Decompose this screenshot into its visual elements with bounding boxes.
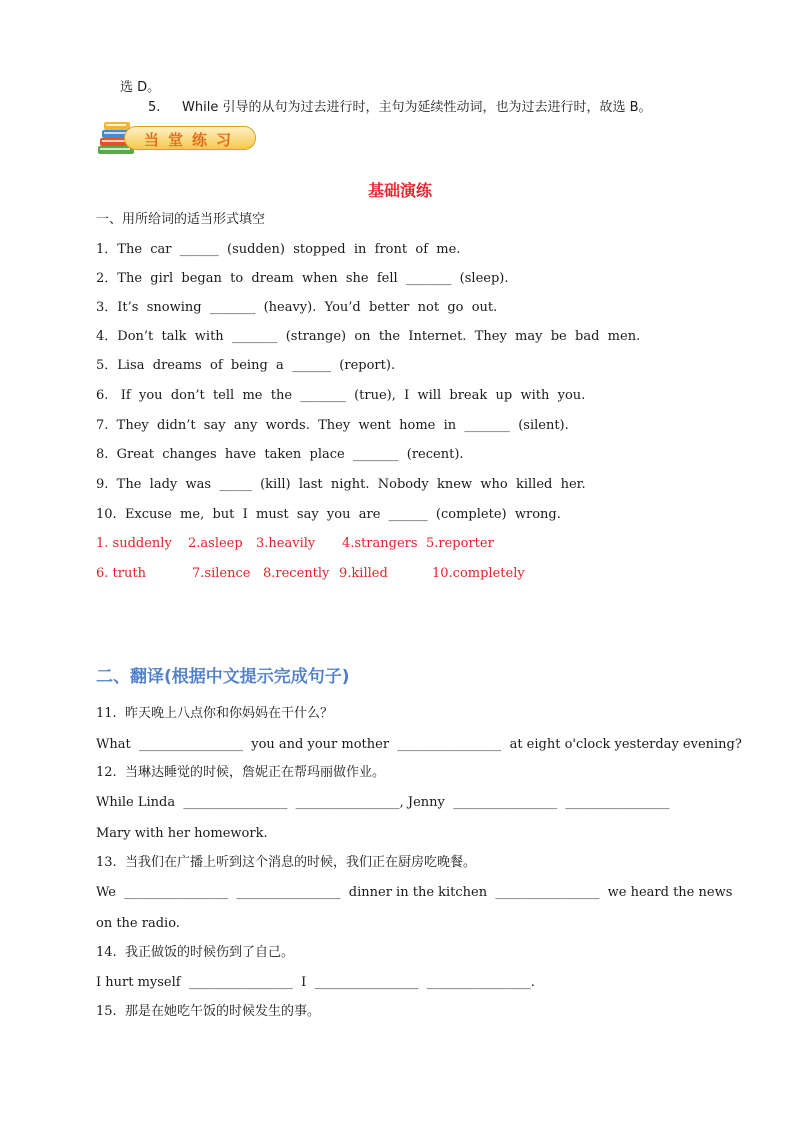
exercise-item: 5．Lisa dreams of being a ______ (report). (96, 358, 396, 373)
answers-row-2 (96, 566, 716, 582)
answer: 5.reporter (426, 536, 494, 551)
banner-label: 当堂练习 (144, 131, 241, 149)
translation-line: We ________________ ________________ dinner in the kitchen ________________ we heard the news (96, 885, 733, 900)
exercise-item: 7. They didn’t say any words. They went home in _______ (silent). (96, 418, 569, 433)
answer: 6. truth (96, 566, 146, 581)
answer: 9.killed (339, 566, 388, 581)
translation-prompt: 15. 那是在她吃午饭的时候发生的事。 (96, 1004, 320, 1019)
top-line-1: 选 D。 (120, 80, 161, 95)
answer: 1. suddenly (96, 536, 172, 551)
answer: 8.recently (263, 566, 330, 581)
answer: 3.heavily (256, 536, 316, 551)
exercise-item: 4．Don’t talk with _______ (strange) on the Internet. They may be bad men. (96, 329, 641, 344)
translation-line: I hurt myself ________________ I ________________ ________________. (96, 975, 535, 990)
top-line-2: While 引导的从句为过去进行时，主句为延续性动词，也为过去进行时，故选 B。 (182, 100, 652, 115)
answers-row-1 (96, 536, 716, 552)
practice-banner (96, 118, 266, 158)
translation-prompt: 11. 昨天晚上八点你和你妈妈在干什么？ (96, 706, 333, 721)
section2-heading: 二、翻译(根据中文提示完成句子) (96, 667, 350, 687)
translation-line: on the radio. (96, 916, 180, 931)
translation-prompt: 14. 我正做饭的时候伤到了自己。 (96, 945, 294, 960)
exercise-item: 2．The girl began to dream when she fell _______ (sleep). (96, 271, 509, 286)
translation-line: While Linda ________________ ________________, Jenny ________________ ________________ (96, 795, 670, 810)
exercise-item: 1．The car ______ (sudden) stopped in front of me. (96, 242, 461, 257)
translation-line: Mary with her homework. (96, 826, 268, 841)
answer: 4.strangers (342, 536, 418, 551)
exercise-item: 10. Excuse me, but I must say you are ______ (complete) wrong. (96, 507, 561, 522)
exercise-item: 3．It’s snowing _______ (heavy). You’d better not go out. (96, 300, 498, 315)
answer: 7.silence (192, 566, 251, 581)
translation-prompt: 13. 当我们在广播上听到这个消息的时候，我们正在厨房吃晚餐。 (96, 855, 476, 870)
translation-line: What ________________ you and your mother ________________ at eight o'clock yesterday evening? (96, 737, 742, 752)
translation-prompt: 12. 当琳达睡觉的时候，詹妮正在帮玛丽做作业。 (96, 765, 385, 780)
exercise-item: 8. Great changes have taken place _______ (recent). (96, 447, 464, 462)
answer: 10.completely (432, 566, 525, 581)
exercise-item: 9. The lady was _____ (kill) last night. Nobody knew who killed her. (96, 477, 586, 492)
exercise-item: 6. If you don’t tell me the _______ (true), I will break up with you. (96, 388, 586, 403)
top-line-2-number: 5. (148, 100, 161, 115)
section1-heading: 一、用所给词的适当形式填空 (96, 212, 266, 227)
answer: 2.asleep (188, 536, 243, 551)
section1-title: 基础演练 (367, 181, 432, 200)
